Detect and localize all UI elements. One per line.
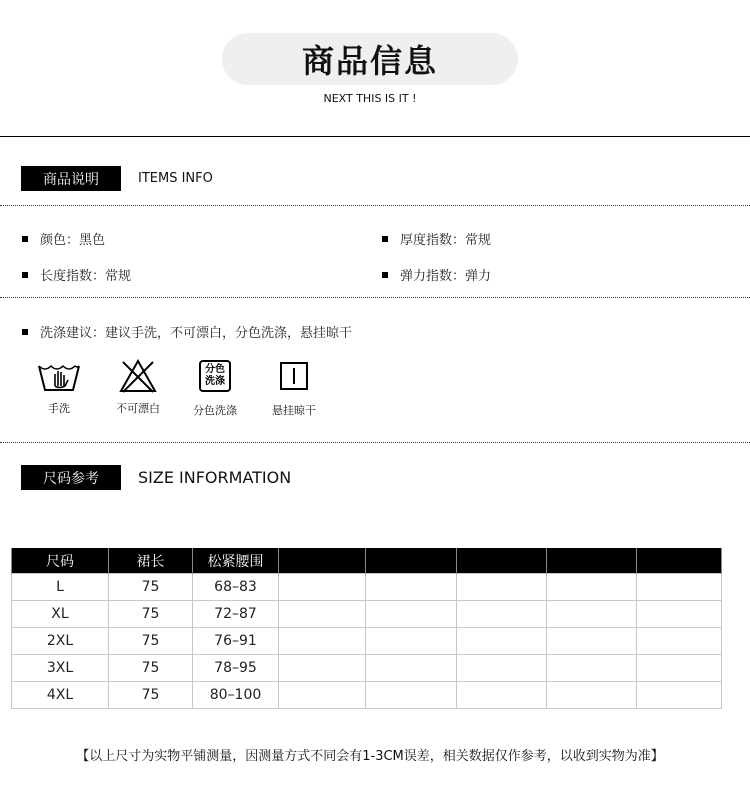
table-cell [366, 655, 457, 682]
table-cell: 76–91 [193, 628, 279, 655]
table-cell [637, 655, 722, 682]
column-header [279, 548, 366, 574]
page-title: 商品信息 [301, 42, 438, 80]
table-cell [547, 601, 637, 628]
table-cell: 75 [109, 574, 193, 601]
table-cell [637, 601, 722, 628]
table-cell [279, 601, 366, 628]
care-hand-wash [19, 360, 99, 416]
table-row [12, 601, 722, 628]
attribute-elasticity [382, 265, 491, 284]
table-row [12, 682, 722, 709]
wash-advice-label: 洗涤建议：建议手洗，不可漂白，分色洗涤，悬挂晾干 [40, 326, 353, 341]
table-row [12, 628, 722, 655]
attribute-thickness [382, 229, 491, 248]
bullet-icon [22, 272, 28, 278]
header-divider [0, 136, 750, 137]
table-cell [279, 655, 366, 682]
table-cell [457, 574, 547, 601]
table-cell: 75 [109, 628, 193, 655]
table-header-row [12, 548, 722, 574]
table-cell [637, 574, 722, 601]
column-header [637, 548, 722, 574]
table-cell: 80–100 [193, 682, 279, 709]
bullet-icon [22, 236, 28, 242]
hang-dry-icon [278, 360, 310, 392]
attribute-label: 厚度指数：常规 [400, 233, 492, 248]
table-cell: 75 [109, 655, 193, 682]
page-subtitle: NEXT THIS IS IT ! [323, 92, 417, 105]
column-header: 裙长 [109, 548, 193, 574]
size-info-english: SIZE INFORMATION [138, 468, 292, 487]
table-cell [279, 682, 366, 709]
care-label: 不可漂白 [116, 402, 160, 415]
items-info-badge [21, 166, 121, 191]
footnote: 【以上尺寸为实物平铺测量，因测量方式不同会有1-3CM误差，相关数据仅作参考，以收到实物为准】 [76, 749, 664, 764]
column-header: 尺码 [12, 548, 109, 574]
table-row [12, 655, 722, 682]
wash-separately-icon [199, 360, 231, 392]
table-cell: 75 [109, 601, 193, 628]
attribute-label: 弹力指数：弹力 [400, 269, 492, 284]
dotted-divider [0, 297, 750, 298]
table-cell [547, 574, 637, 601]
hand-wash-icon [37, 360, 81, 394]
items-info-badge-label: 商品说明 [43, 171, 99, 188]
dotted-divider [0, 205, 750, 206]
items-info-english: ITEMS INFO [138, 171, 213, 186]
table-cell: 2XL [12, 628, 109, 655]
attribute-color [22, 229, 105, 248]
table-cell [366, 628, 457, 655]
care-label: 手洗 [48, 402, 70, 415]
table-cell [457, 628, 547, 655]
attribute-label: 颜色：黑色 [40, 233, 106, 248]
title-banner [222, 33, 518, 85]
table-cell [547, 655, 637, 682]
table-cell: 3XL [12, 655, 109, 682]
table-cell [366, 682, 457, 709]
care-label: 分色洗涤 [193, 404, 237, 417]
table-cell: 78–95 [193, 655, 279, 682]
table-cell [637, 628, 722, 655]
care-no-bleach [98, 358, 178, 416]
dotted-divider [0, 442, 750, 443]
table-cell [457, 682, 547, 709]
table-cell: 75 [109, 682, 193, 709]
attribute-length [22, 265, 131, 284]
table-cell: 68–83 [193, 574, 279, 601]
table-cell [279, 574, 366, 601]
bullet-icon [382, 236, 388, 242]
attribute-label: 长度指数：常规 [40, 269, 132, 284]
size-info-badge-label: 尺码参考 [43, 470, 99, 487]
wash-separately-icon-text: 洗涤 [205, 376, 225, 387]
wash-separately-icon-text: 分色 [205, 364, 225, 375]
table-cell: 4XL [12, 682, 109, 709]
table-cell [279, 628, 366, 655]
table-cell: XL [12, 601, 109, 628]
bullet-icon [22, 329, 28, 335]
column-header [457, 548, 547, 574]
table-cell [457, 601, 547, 628]
table-cell [366, 601, 457, 628]
size-info-badge [21, 465, 121, 490]
column-header [366, 548, 457, 574]
column-header: 松紧腰围 [193, 548, 279, 574]
no-bleach-icon [118, 358, 158, 394]
care-label: 悬挂晾干 [272, 404, 316, 417]
table-cell [547, 682, 637, 709]
table-cell [366, 574, 457, 601]
table-cell: 72–87 [193, 601, 279, 628]
column-header [547, 548, 637, 574]
bullet-icon [382, 272, 388, 278]
table-row [12, 574, 722, 601]
care-wash-separately [175, 360, 255, 418]
table-cell [457, 655, 547, 682]
size-table [11, 548, 722, 709]
table-cell: L [12, 574, 109, 601]
wash-advice [22, 322, 352, 341]
care-hang-dry [254, 360, 334, 418]
table-cell [547, 628, 637, 655]
table-cell [637, 682, 722, 709]
